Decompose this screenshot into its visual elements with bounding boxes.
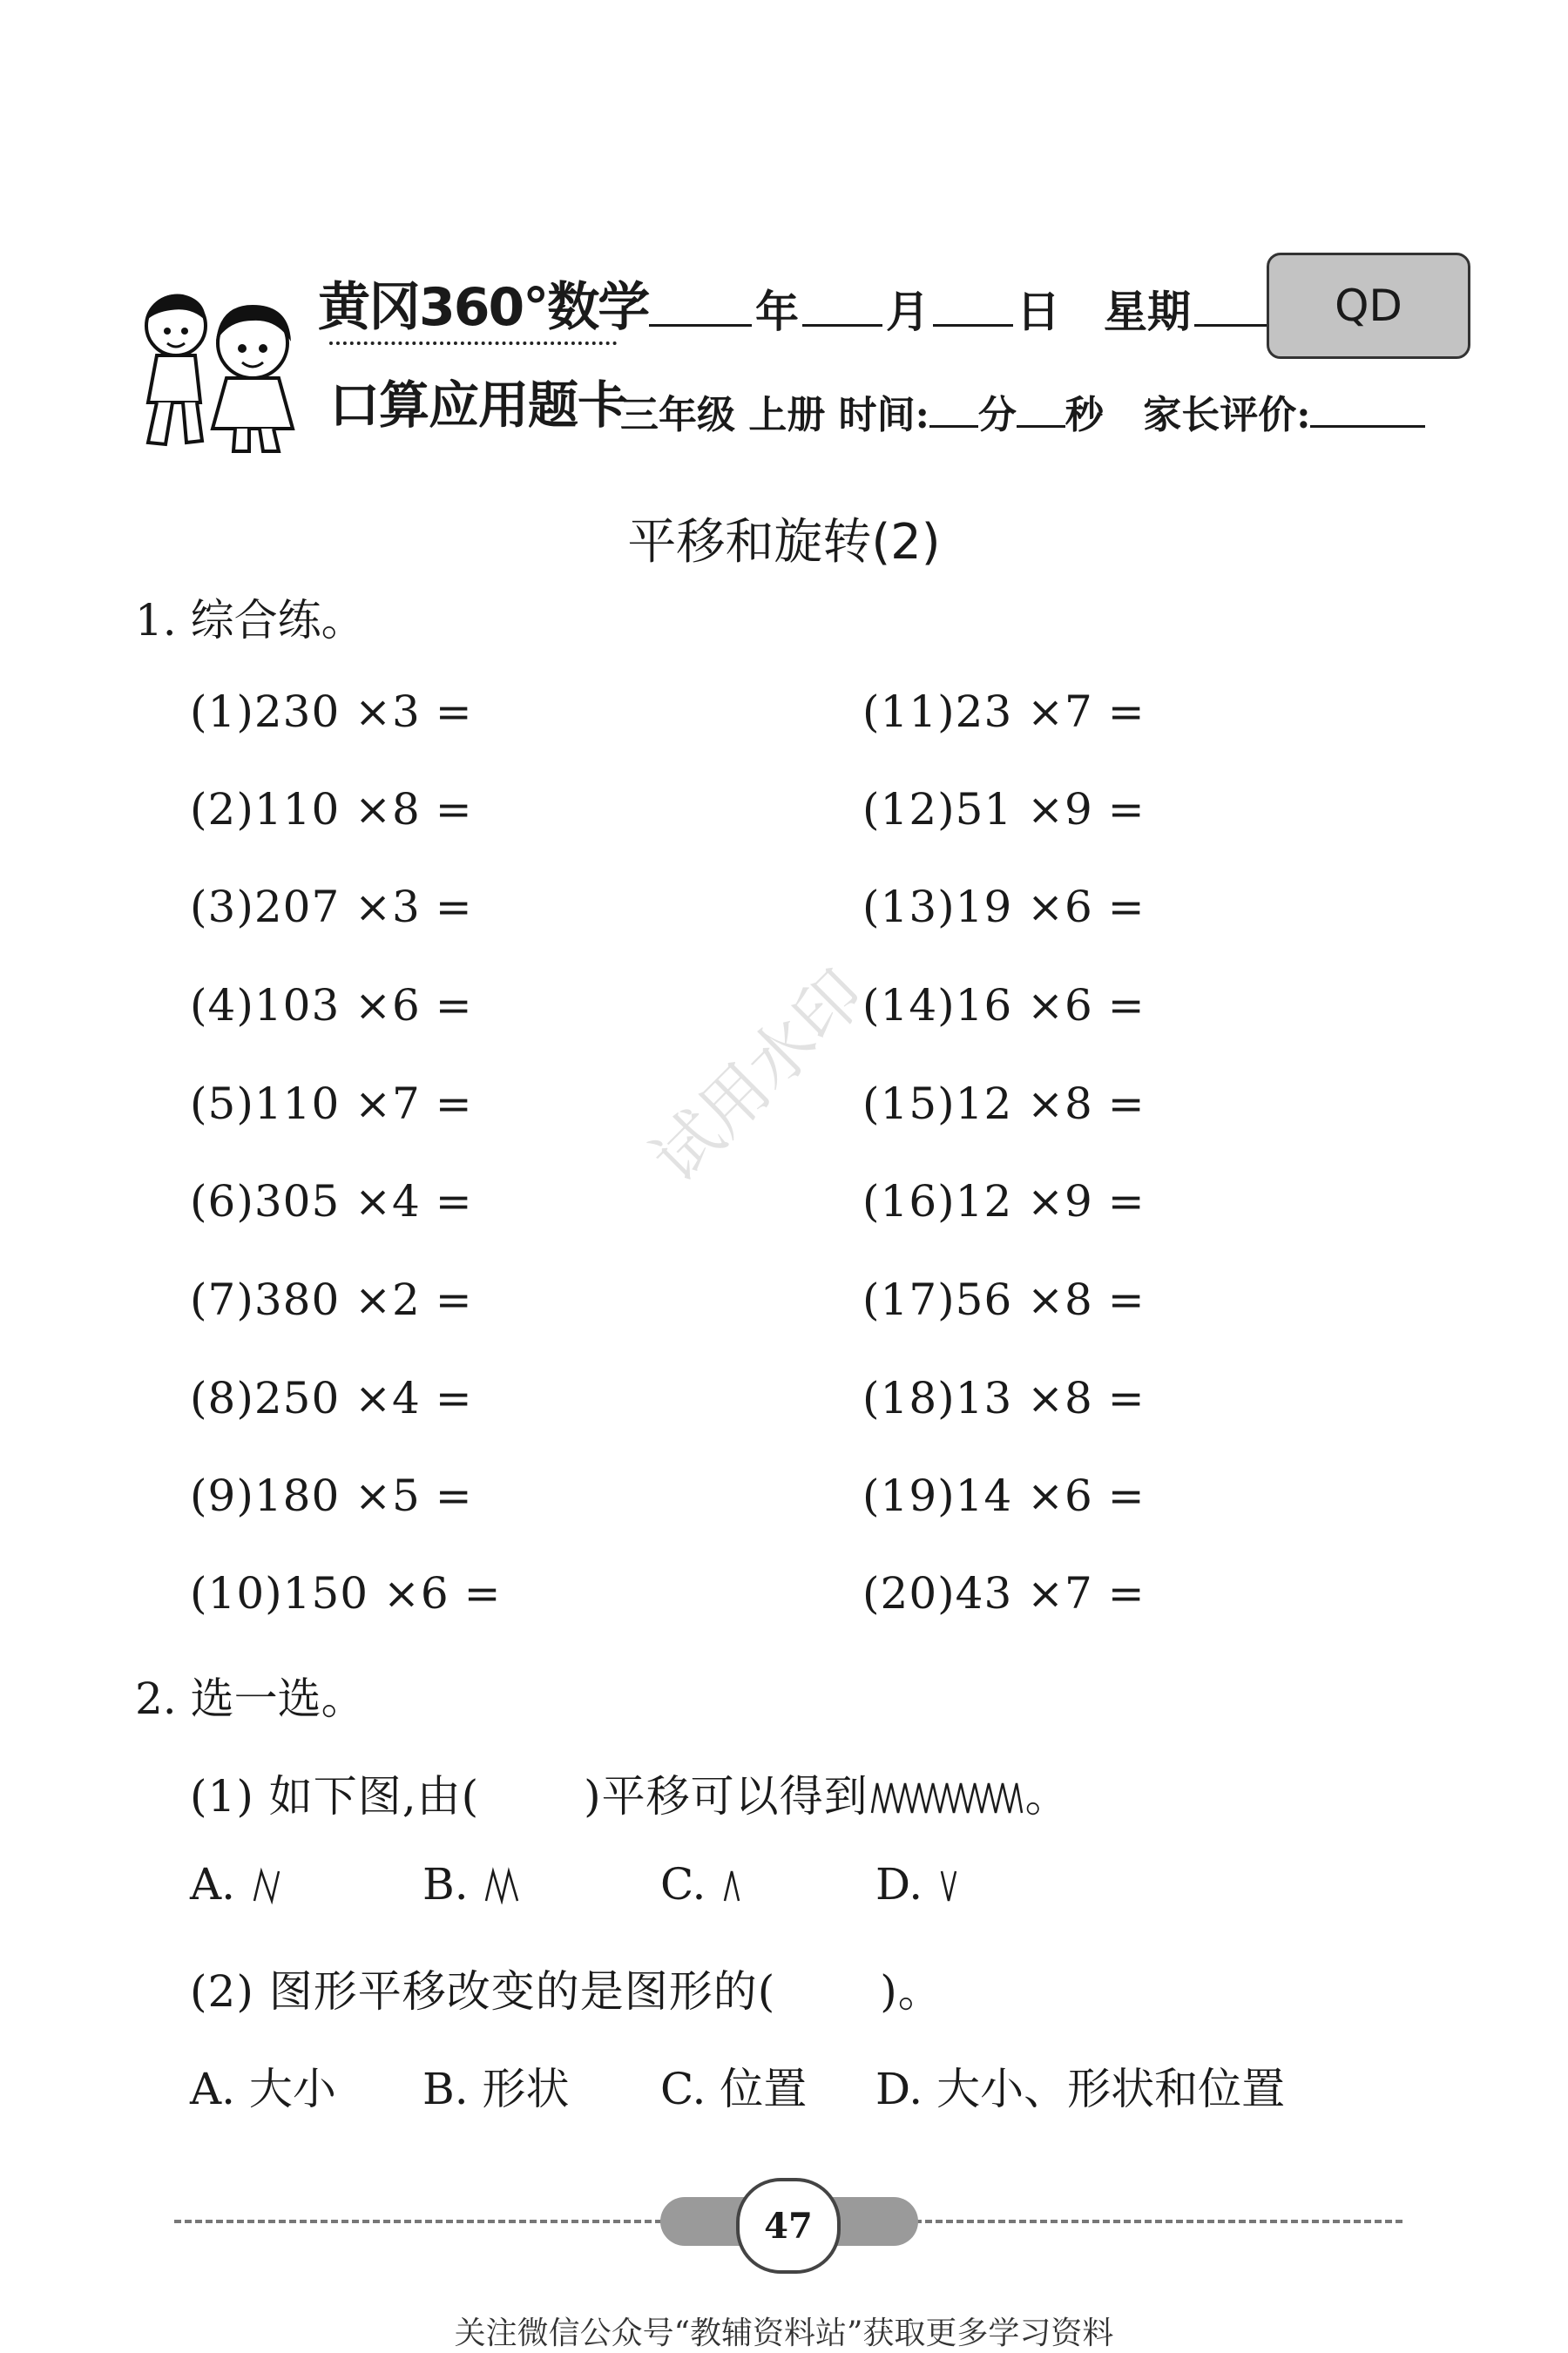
- problem-8: (8)250 ×4 =: [190, 1373, 473, 1423]
- page-title: 平移和旋转(2): [627, 514, 941, 571]
- q1-option-c[interactable]: [660, 1859, 746, 1910]
- minutes-label: 分: [977, 393, 1017, 437]
- q2-stem-before: (2) 图形平移改变的是图形的(: [190, 1966, 776, 2017]
- q1-stem-after: )平移可以得到: [584, 1771, 868, 1822]
- grade-label: 三年级 上册: [620, 393, 826, 437]
- problem-5: (5)110 ×7 =: [190, 1078, 473, 1129]
- cartoon-kids-logo: [122, 281, 331, 455]
- q2-stem-after: )。: [880, 1966, 943, 2017]
- seconds-blank[interactable]: [1017, 394, 1065, 428]
- problem-13: (13)19 ×6 =: [862, 882, 1146, 932]
- brand-title: 黄冈360°数学: [318, 277, 649, 338]
- problem-4: (4)103 ×6 =: [190, 980, 473, 1031]
- parent-review-label: 家长评价:: [1143, 393, 1311, 437]
- minutes-blank[interactable]: [929, 394, 978, 428]
- q1-stem-end: 。: [1024, 1771, 1070, 1822]
- q1-option-b-label: B.: [422, 1859, 469, 1910]
- problem-9: (9)180 ×5 =: [190, 1471, 473, 1521]
- q2-option-c[interactable]: C. 位置: [660, 2064, 808, 2114]
- q1-option-a-label: A.: [190, 1859, 236, 1910]
- footer-divider-right: [915, 2220, 1402, 2223]
- question-2-2: [190, 1957, 943, 2019]
- q1-option-a[interactable]: [190, 1859, 284, 1910]
- q2-option-a[interactable]: A. 大小: [190, 2064, 336, 2114]
- problem-14: (14)16 ×6 =: [862, 980, 1146, 1031]
- year-label: 年: [755, 286, 799, 337]
- problem-17: (17)56 ×8 =: [862, 1275, 1146, 1325]
- problem-16: (16)12 ×9 =: [862, 1176, 1146, 1227]
- problem-18: (18)13 ×8 =: [862, 1373, 1146, 1423]
- section1-heading: 1. 综合练。: [135, 595, 365, 646]
- day-blank[interactable]: [933, 284, 1013, 327]
- valley-icon: [936, 1866, 963, 1904]
- section2-heading: 2. 选一选。: [135, 1673, 365, 1724]
- weekday-blank[interactable]: [1194, 284, 1278, 327]
- problem-2: (2)110 ×8 =: [190, 784, 473, 835]
- time-label: 时间:: [838, 393, 929, 437]
- zigzag-pattern-icon: [868, 1778, 1025, 1816]
- month-label: 月: [886, 286, 929, 337]
- problem-19: (19)14 ×6 =: [862, 1471, 1146, 1521]
- watermark: 试用水印: [637, 955, 880, 1198]
- weekday-label: 星期: [1104, 286, 1191, 337]
- problem-20: (20)43 ×7 =: [862, 1568, 1146, 1619]
- month-blank[interactable]: [802, 284, 882, 327]
- parent-review-blank[interactable]: [1310, 394, 1425, 428]
- page-number: 47: [736, 2178, 841, 2274]
- question-2-1: [190, 1761, 1070, 1824]
- q1-option-c-label: C.: [660, 1859, 706, 1910]
- footer-divider-left: [174, 2220, 662, 2223]
- problem-11: (11)23 ×7 =: [862, 686, 1146, 737]
- q1-option-d-label: D.: [875, 1859, 923, 1910]
- problem-1: (1)230 ×3 =: [190, 686, 473, 737]
- date-line: [649, 277, 1278, 340]
- brand-divider: [329, 341, 617, 345]
- q2-option-b[interactable]: B. 形状: [422, 2064, 570, 2114]
- problem-12: (12)51 ×9 =: [862, 784, 1146, 835]
- peak-icon: [720, 1866, 746, 1904]
- q1-stem-before: (1) 如下图,由(: [190, 1771, 480, 1822]
- zigzag-n-icon: [249, 1866, 284, 1904]
- brand-subtitle: 口算应用题卡: [329, 375, 628, 435]
- zigzag-m-icon: [483, 1866, 526, 1904]
- problem-7: (7)380 ×2 =: [190, 1275, 473, 1325]
- q1-option-d[interactable]: [875, 1859, 963, 1910]
- info-line: [620, 383, 1425, 439]
- q1-option-b[interactable]: [422, 1859, 526, 1910]
- seconds-label: 秒: [1064, 393, 1104, 437]
- q2-option-d[interactable]: D. 大小、形状和位置: [875, 2064, 1286, 2114]
- day-label: 日: [1017, 286, 1060, 337]
- edition-badge: QD: [1267, 253, 1470, 359]
- year-blank[interactable]: [649, 284, 752, 327]
- problem-6: (6)305 ×4 =: [190, 1176, 473, 1227]
- footer-note: 关注微信公众号“教辅资料站”获取更多学习资料: [454, 2316, 1114, 2351]
- problem-3: (3)207 ×3 =: [190, 882, 473, 932]
- problem-10: (10)150 ×6 =: [190, 1568, 502, 1619]
- problem-15: (15)12 ×8 =: [862, 1078, 1146, 1129]
